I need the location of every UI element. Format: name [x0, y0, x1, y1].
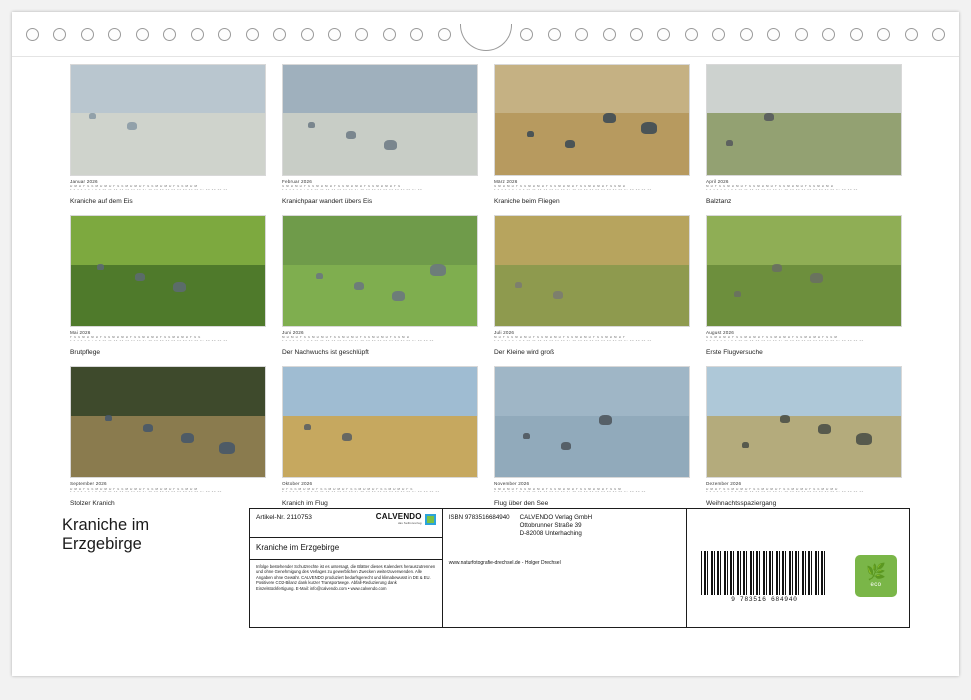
- month-meta: [494, 481, 690, 494]
- barcode-icon: [701, 551, 827, 595]
- publisher-info-box: [249, 508, 910, 628]
- calvendo-mark-icon: [425, 514, 436, 525]
- weekday-strip: F S S M D M D F S S M D M D F S S M D M D F S S M D M D F S S: [70, 336, 201, 340]
- month-name: Januar 2026: [70, 179, 98, 184]
- punch-hole: [932, 28, 945, 41]
- crane-silhouette-icon: [181, 433, 194, 443]
- punch-hole: [26, 28, 39, 41]
- month-name: September 2026: [70, 481, 107, 487]
- crane-silhouette-icon: [304, 424, 311, 430]
- month-photo: [494, 366, 690, 478]
- month-name: Februar 2026: [282, 179, 312, 184]
- month-cell: [274, 58, 486, 209]
- month-cell: [486, 209, 698, 360]
- punch-hole: [81, 28, 94, 41]
- photo-ground: [707, 113, 901, 175]
- crane-silhouette-icon: [599, 415, 612, 425]
- month-caption: Kraniche beim Fliegen: [494, 197, 560, 205]
- month-cell: [698, 209, 910, 360]
- weekday-strip: M D F S S M D M D F S S M D M D F S S M D M D F S S M D M D: [706, 185, 834, 189]
- crane-silhouette-icon: [742, 442, 749, 448]
- month-photo: [282, 64, 478, 176]
- month-meta: [282, 481, 478, 494]
- punch-hole: [520, 28, 533, 41]
- photo-ground: [707, 416, 901, 478]
- punch-hole: [685, 28, 698, 41]
- punch-hole: [575, 28, 588, 41]
- month-meta: [494, 330, 690, 343]
- photo-ground: [283, 265, 477, 327]
- day-number-strip: 1 2 3 4 5 6 7 8 9 10 11 12 13 14 15 16 17 18 19 20 21 22 23 24 25 26 27 28 29 30: [70, 491, 222, 494]
- month-photo: [282, 366, 478, 478]
- punch-hole: [767, 28, 780, 41]
- month-meta: [706, 330, 902, 343]
- month-cell: [698, 360, 910, 511]
- isbn-row: [449, 514, 681, 538]
- crane-silhouette-icon: [764, 113, 774, 121]
- punch-hole: [630, 28, 643, 41]
- crane-silhouette-icon: [565, 140, 575, 148]
- crane-silhouette-icon: [105, 415, 112, 421]
- weekday-strip: D M D F S S M D M D F S S M D M D F S S M D M D F S S M D M: [70, 185, 198, 189]
- photo-ground: [283, 416, 477, 478]
- month-photo: [494, 215, 690, 327]
- month-cell: [486, 360, 698, 511]
- photo-sky: [707, 216, 901, 267]
- month-caption: Kraniche auf dem Eis: [70, 197, 133, 205]
- weekday-strip: S S M D M D F S S M D M D F S S M D M D F S S M D M D F S S M: [706, 336, 838, 340]
- punch-hole: [53, 28, 66, 41]
- month-photo: [282, 215, 478, 327]
- day-number-strip: 1 2 3 4 5 6 7 8 9 10 11 12 13 14 15 16 17 18 19 20 21 22 23 24 25 26 27 28 29 30 31: [70, 340, 228, 343]
- crane-silhouette-icon: [143, 424, 153, 432]
- publisher-address: [520, 514, 592, 538]
- photo-ground: [495, 265, 689, 327]
- month-cell: [486, 58, 698, 209]
- punch-hole: [163, 28, 176, 41]
- crane-silhouette-icon: [856, 433, 872, 445]
- photo-sky: [495, 216, 689, 267]
- month-caption: Der Kleine wird groß: [494, 349, 555, 357]
- photo-sky: [71, 216, 265, 267]
- crane-silhouette-icon: [780, 415, 790, 423]
- barcode-block: [701, 551, 827, 603]
- weekday-strip: D M D F S S M D M D F S S M D M D F S S M D M D F S S M D M: [70, 487, 198, 491]
- photo-sky: [283, 367, 477, 418]
- photo-sky: [71, 367, 265, 418]
- weekday-strip: D F S S M D M D F S S M D M D F S S M D M D F S S M D M D F S: [282, 487, 413, 491]
- day-number-strip: 1 2 3 4 5 6 7 8 9 10 11 12 13 14 15 16 17 18 19 20 21 22 23 24 25 26 27 28 29 30 31: [282, 491, 440, 494]
- month-meta: [706, 179, 902, 192]
- punch-hole: [218, 28, 231, 41]
- month-photo: [70, 215, 266, 327]
- page-title-line2: Erzgebirge: [62, 534, 142, 553]
- photo-ground: [71, 416, 265, 478]
- punch-hole: [136, 28, 149, 41]
- crane-silhouette-icon: [818, 424, 831, 434]
- eco-label: eco: [870, 581, 882, 588]
- month-caption: Brutpflege: [70, 349, 101, 357]
- crane-silhouette-icon: [89, 113, 96, 119]
- month-name: Juni 2026: [282, 330, 304, 336]
- crane-silhouette-icon: [603, 113, 616, 123]
- weekday-strip: D M D F S S M D M D F S S M D M D F S S M D M D F S S M D M D: [706, 487, 838, 491]
- crane-silhouette-icon: [553, 291, 563, 299]
- punch-hole: [657, 28, 670, 41]
- punch-hole: [548, 28, 561, 41]
- photo-ground: [495, 113, 689, 175]
- month-caption: Erste Flugversuche: [706, 349, 763, 357]
- crane-silhouette-icon: [346, 131, 356, 139]
- month-name: April 2026: [706, 179, 729, 184]
- article-number: Artikel-Nr. 2110753: [256, 514, 312, 521]
- month-cell: [274, 209, 486, 360]
- day-number-strip: 1 2 3 4 5 6 7 8 9 10 11 12 13 14 15 16 17 18 19 20 21 22 23 24 25 26 27 28 29 30: [706, 188, 858, 191]
- punch-hole: [740, 28, 753, 41]
- month-cell: [62, 58, 274, 209]
- bottom-block: [62, 508, 910, 633]
- month-caption: Kranichpaar wandert übers Eis: [282, 197, 373, 205]
- month-photo: [706, 64, 902, 176]
- day-number-strip: 1 2 3 4 5 6 7 8 9 10 11 12 13 14 15 16 17 18 19 20 21 22 23 24 25 26 27 28 29 30: [494, 491, 646, 494]
- crane-silhouette-icon: [308, 122, 315, 128]
- month-name: Dezember 2026: [706, 481, 742, 487]
- calendar-title-block: [62, 516, 242, 554]
- day-number-strip: 1 2 3 4 5 6 7 8 9 10 11 12 13 14 15 16 17 18 19 20 21 22 23 24 25 26 27 28 29 30: [282, 340, 434, 343]
- month-meta: [282, 179, 478, 192]
- crane-silhouette-icon: [527, 131, 534, 137]
- month-caption: Stolzer Kranich: [70, 500, 115, 508]
- crane-silhouette-icon: [430, 264, 446, 276]
- calvendo-logo: [376, 513, 436, 525]
- month-grid: [62, 58, 910, 512]
- month-caption: Flug über den See: [494, 500, 549, 508]
- punch-hole: [328, 28, 341, 41]
- photo-sky: [71, 65, 265, 116]
- crane-silhouette-icon: [810, 273, 823, 283]
- month-meta: [70, 330, 266, 343]
- month-photo: [706, 215, 902, 327]
- crane-silhouette-icon: [515, 282, 522, 288]
- weekday-strip: S M D M D F S S M D M D F S S M D M D F S S M D M D F S S M D: [494, 185, 626, 189]
- legal-text: Infolge bestehender Schutzrechte ist es untersagt, die Blätter dieses Kalenders herauszutrennen und ohne Genehmigung des Verlages zu gewerblichen Zwecken weiterzuverwenden. Alle Angaben ohne Gewähr. CALVENDO produziert bedarfsgerecht und klimabewusst in DE & EU. Positivere CO2-Bilanz dank kurzer Transportwege. Abfall-Reduzierung dank Einzelstückfertigung. E-Mail: info@calvendo.com • www.calvendo.com: [256, 564, 436, 591]
- punch-hole: [822, 28, 835, 41]
- product-title: Kraniche im Erzgebirge: [256, 543, 340, 552]
- binding-strip: [12, 12, 959, 57]
- month-cell: [62, 360, 274, 511]
- brand-subtitle: das Selbstverlag: [397, 521, 422, 525]
- weekday-strip: M D M D F S S M D M D F S S M D M D F S S M D M D F S S M D: [282, 336, 410, 340]
- crane-silhouette-icon: [316, 273, 323, 279]
- divider: [250, 559, 442, 560]
- punch-hole: [712, 28, 725, 41]
- photo-sky: [283, 65, 477, 116]
- month-meta: [494, 179, 690, 192]
- punch-hole: [273, 28, 286, 41]
- crane-silhouette-icon: [523, 433, 530, 439]
- weekday-strip: S M D M D F S S M D M D F S S M D M D F S S M D M D F S S M: [494, 487, 622, 491]
- photo-ground: [71, 113, 265, 175]
- punch-hole: [191, 28, 204, 41]
- month-meta: [70, 481, 266, 494]
- month-caption: Weihnachtsspaziergang: [706, 500, 777, 508]
- photo-ground: [71, 265, 265, 327]
- divider: [250, 537, 442, 538]
- month-photo: [706, 366, 902, 478]
- punch-hole: [603, 28, 616, 41]
- isbn-number: ISBN 9783516684940: [448, 514, 510, 521]
- photo-sky: [707, 367, 901, 418]
- punch-hole: [108, 28, 121, 41]
- month-name: August 2026: [706, 330, 734, 336]
- month-name: März 2026: [494, 179, 518, 184]
- day-number-strip: 1 2 3 4 5 6 7 8 9 10 11 12 13 14 15 16 17 18 19 20 21 22 23 24 25 26 27 28 29 30 31: [494, 340, 652, 343]
- article-column: [250, 509, 443, 627]
- crane-silhouette-icon: [354, 282, 364, 290]
- weekday-strip: S M D M D F S S M D M D F S S M D M D F S S M D M D F S: [282, 185, 401, 189]
- isbn-publisher-column: [443, 509, 688, 627]
- month-cell: [698, 58, 910, 209]
- day-number-strip: 1 2 3 4 5 6 7 8 9 10 11 12 13 14 15 16 17 18 19 20 21 22 23 24 25 26 27 28: [282, 188, 423, 191]
- crane-silhouette-icon: [734, 291, 741, 297]
- day-number-strip: 1 2 3 4 5 6 7 8 9 10 11 12 13 14 15 16 17 18 19 20 21 22 23 24 25 26 27 28 29 30 31: [494, 188, 652, 191]
- crane-silhouette-icon: [127, 122, 137, 130]
- punch-hole: [438, 28, 451, 41]
- page-title-line1: Kraniche im: [62, 516, 150, 534]
- punch-hole: [383, 28, 396, 41]
- punch-hole: [795, 28, 808, 41]
- crane-silhouette-icon: [173, 282, 186, 292]
- crane-silhouette-icon: [135, 273, 145, 281]
- punch-hole: [410, 28, 423, 41]
- publisher-line-2: Ottobrunner Straße 39: [519, 522, 582, 530]
- month-meta: [282, 330, 478, 343]
- day-number-strip: 1 2 3 4 5 6 7 8 9 10 11 12 13 14 15 16 17 18 19 20 21 22 23 24 25 26 27 28 29 30 31: [70, 188, 228, 191]
- crane-silhouette-icon: [641, 122, 657, 134]
- punch-hole: [905, 28, 918, 41]
- punch-hole: [877, 28, 890, 41]
- month-name: Oktober 2026: [282, 481, 313, 487]
- crane-silhouette-icon: [219, 442, 235, 454]
- barcode-column: [687, 509, 909, 627]
- day-number-strip: 1 2 3 4 5 6 7 8 9 10 11 12 13 14 15 16 17 18 19 20 21 22 23 24 25 26 27 28 29 30 31: [706, 491, 864, 494]
- month-caption: Kranich im Flug: [282, 500, 328, 508]
- crane-silhouette-icon: [384, 140, 397, 150]
- month-caption: Der Nachwuchs ist geschlüpft: [282, 349, 369, 357]
- weekday-strip: M D F S S M D M D F S S M D M D F S S M D M D F S S M D M D F: [494, 336, 626, 340]
- photo-sky: [495, 367, 689, 418]
- crane-silhouette-icon: [97, 264, 104, 270]
- month-name: Juli 2026: [494, 330, 515, 336]
- punch-hole: [301, 28, 314, 41]
- crane-silhouette-icon: [342, 433, 352, 441]
- crane-silhouette-icon: [392, 291, 405, 301]
- month-cell: [62, 209, 274, 360]
- punch-hole: [355, 28, 368, 41]
- publisher-line-3: D-82008 Unterhaching: [519, 530, 582, 538]
- month-photo: [70, 64, 266, 176]
- month-name: November 2026: [494, 481, 530, 487]
- crane-silhouette-icon: [561, 442, 571, 450]
- month-photo: [494, 64, 690, 176]
- eco-badge: [855, 555, 897, 597]
- month-meta: [70, 179, 266, 192]
- photo-sky: [495, 65, 689, 116]
- photo-ground: [495, 416, 689, 478]
- punch-hole: [246, 28, 259, 41]
- brand-name: CALVENDO: [375, 512, 422, 521]
- photo-sky: [283, 216, 477, 267]
- barcode-number: 9 783516 684940: [731, 596, 798, 603]
- crane-silhouette-icon: [772, 264, 782, 272]
- publisher-line-1: CALVENDO Verlag GmbH: [519, 514, 593, 521]
- month-photo: [70, 366, 266, 478]
- punch-hole: [850, 28, 863, 41]
- leaf-icon: 🌿: [866, 563, 886, 581]
- month-name: Mai 2026: [70, 330, 91, 336]
- day-number-strip: 1 2 3 4 5 6 7 8 9 10 11 12 13 14 15 16 17 18 19 20 21 22 23 24 25 26 27 28 29 30 31: [706, 340, 864, 343]
- crane-silhouette-icon: [726, 140, 733, 146]
- photo-sky: [707, 65, 901, 116]
- month-caption: Balztanz: [706, 197, 732, 205]
- photographer-credit: www.naturfotografie-drechsel.de - Holger Drechsel: [448, 560, 561, 567]
- page-title: [62, 516, 242, 554]
- month-cell: [274, 360, 486, 511]
- month-meta: [706, 481, 902, 494]
